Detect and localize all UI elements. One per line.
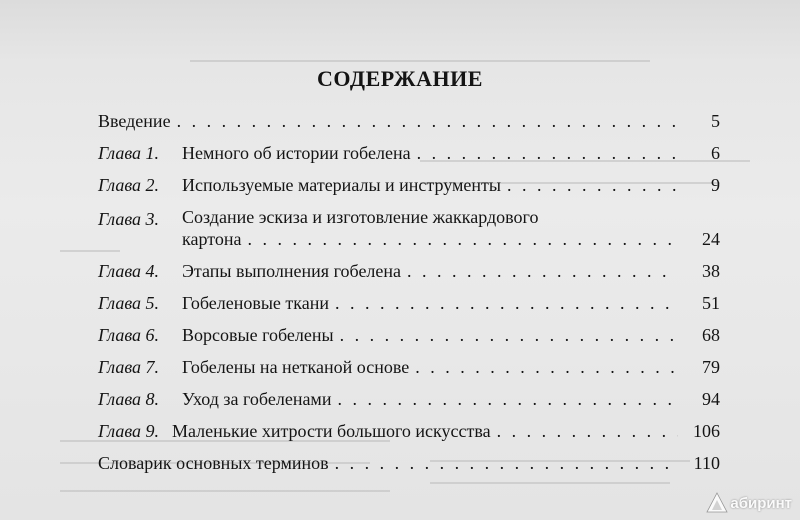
toc-entry-title: Немного об истории гобелена (182, 143, 411, 163)
dot-leader (507, 174, 678, 196)
toc-entry-title: Гобелены на нетканой основе (182, 357, 410, 377)
table-of-contents (98, 100, 720, 474)
dot-leader (177, 110, 678, 132)
dot-leader (417, 142, 678, 164)
chapter-label: Глава 1. (98, 143, 160, 163)
toc-page-number: 5 (711, 111, 720, 131)
bleed-through-line (430, 482, 670, 484)
dot-leader (335, 292, 678, 314)
toc-page-number: 9 (711, 175, 720, 195)
bleed-through-line (60, 490, 390, 492)
toc-entry-chapter-2[interactable] (98, 164, 720, 196)
chapter-label: Глава 3. (98, 209, 160, 229)
chapter-label: Глава 9. (98, 421, 160, 441)
toc-entry-glossary[interactable] (98, 442, 720, 474)
toc-entry-chapter-9[interactable] (98, 410, 720, 442)
watermark-logo (706, 492, 792, 514)
bleed-through-line (190, 60, 650, 62)
toc-entry-chapter-6[interactable] (98, 314, 720, 346)
toc-page-number: 51 (702, 293, 720, 313)
toc-entry-chapter-3[interactable] (98, 196, 720, 250)
dot-leader (407, 260, 678, 282)
toc-entry-title: Этапы выполнения гобелена (182, 261, 402, 281)
dot-leader (340, 324, 678, 346)
toc-page-number: 110 (693, 453, 720, 473)
toc-entry-introduction[interactable] (98, 100, 720, 132)
toc-entry-title: Введение (98, 111, 171, 131)
toc-entry-chapter-8[interactable] (98, 378, 720, 410)
toc-entry-chapter-1[interactable] (98, 132, 720, 164)
toc-entry-title: Гобеленовые ткани (182, 293, 330, 313)
toc-page-number: 68 (702, 325, 720, 345)
toc-entry-title: Ворсовые гобелены (182, 325, 334, 345)
toc-entry-chapter-4[interactable] (98, 250, 720, 282)
toc-page-number: 24 (702, 229, 720, 249)
dot-leader (497, 420, 678, 442)
dot-leader (415, 356, 678, 378)
dot-leader (335, 452, 678, 474)
toc-entry-title: Создание эскиза и изготовление жаккардового (182, 207, 539, 227)
chapter-label: Глава 6. (98, 325, 160, 345)
toc-entry-title: Уход за гобеленами (182, 389, 332, 409)
toc-entry-title: Маленькие хитрости большого искусства (172, 421, 491, 441)
chapter-label: Глава 7. (98, 357, 160, 377)
toc-entry-chapter-7[interactable] (98, 346, 720, 378)
toc-page-number: 79 (702, 357, 720, 377)
chapter-label: Глава 4. (98, 261, 160, 281)
toc-page-number: 106 (693, 421, 720, 441)
toc-page-number: 6 (711, 143, 720, 163)
toc-entry-title: Используемые материалы и инструменты (182, 175, 502, 195)
labyrinth-logo-icon (706, 492, 728, 514)
toc-page-number: 38 (702, 261, 720, 281)
dot-leader (247, 228, 678, 250)
toc-entry-title-continued: картона (182, 229, 242, 249)
toc-entry-chapter-5[interactable] (98, 282, 720, 314)
dot-leader (337, 388, 678, 410)
chapter-label: Глава 2. (98, 175, 160, 195)
chapter-label: Глава 8. (98, 389, 160, 409)
toc-page-number: 94 (702, 389, 720, 409)
page-title: СОДЕРЖАНИЕ (317, 66, 483, 91)
toc-entry-title: Словарик основных терминов (98, 453, 329, 473)
watermark-text: абиринт (730, 494, 792, 512)
chapter-label: Глава 5. (98, 293, 160, 313)
